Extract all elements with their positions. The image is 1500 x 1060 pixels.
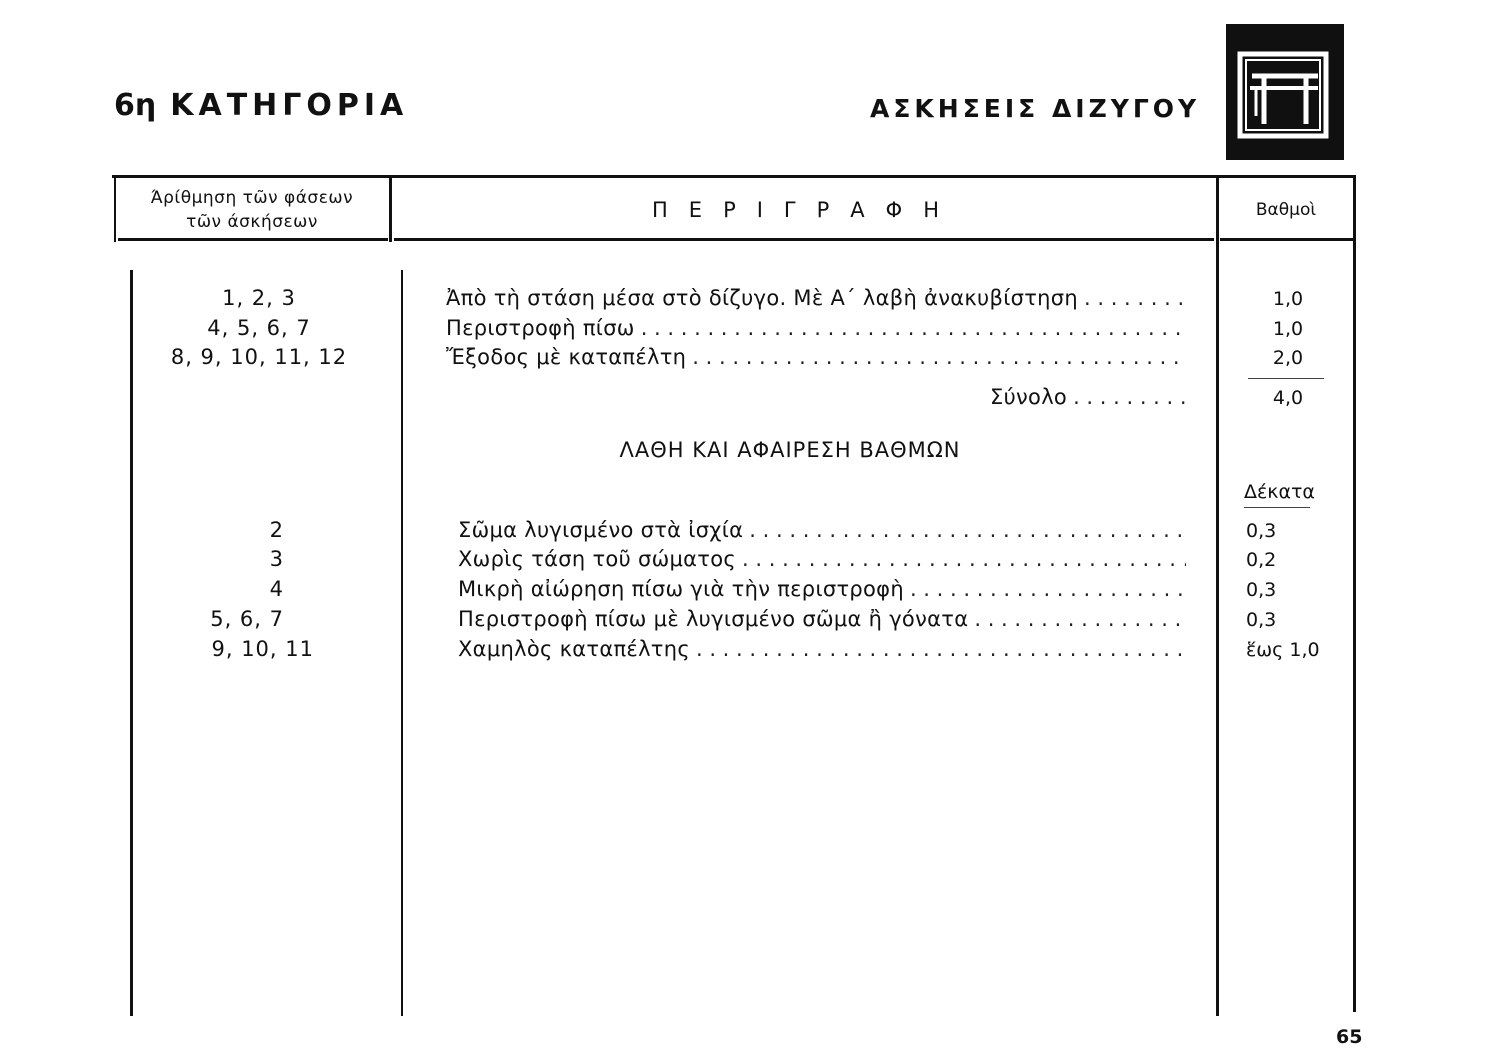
- element-phases: 4, 5, 6, 7: [207, 316, 311, 340]
- element-description: Περιστροφὴ πίσω: [446, 316, 635, 340]
- col-divider-desc: [1216, 176, 1219, 1016]
- header-rule-phase: [118, 238, 388, 241]
- deduction-value: 0,3: [1246, 520, 1277, 542]
- element-description: Ἀπὸ τὴ στάση μέσα στὸ δίζυγο. Μὲ Α΄ λαβὴ ἀνακυβίστηση: [446, 286, 1078, 310]
- total-underline: [1248, 378, 1324, 379]
- parallel-bars-icon: [1226, 24, 1344, 160]
- deductions-title: ΛΑΘΗ ΚΑΙ ΑΦΑΙΡΕΣΗ ΒΑΘΜΩΝ: [619, 438, 961, 462]
- deduction-phases: 3: [269, 547, 284, 571]
- header-phase-line1: Άρίθμηση τῶν φάσεων: [150, 188, 354, 208]
- deduction-phases: 9, 10, 11: [211, 637, 314, 661]
- total-label: Σύνολο: [990, 385, 1068, 409]
- deduction-row: [458, 607, 1186, 635]
- header-description: ΠΕΡΙΓΡΑΦΗ: [652, 198, 960, 222]
- element-grade: 2,0: [1272, 347, 1304, 369]
- header-grades: Βαθμοὶ: [1255, 200, 1317, 220]
- deduction-description: Μικρὴ αἰώρηση πίσω γιὰ τὴν περιστροφὴ: [458, 577, 904, 601]
- tenths-label: Δέκατα: [1244, 481, 1315, 503]
- header-rule-desc: [394, 238, 1214, 241]
- deduction-description: Χαμηλὸς καταπέλτης: [458, 637, 690, 661]
- element-grade: 1,0: [1272, 318, 1304, 340]
- element-grade: 1,0: [1272, 288, 1304, 310]
- col-divider-phase-body: [401, 270, 403, 1016]
- total-row: [990, 385, 1186, 413]
- col-divider-phase: [389, 176, 392, 242]
- element-row: [446, 286, 1186, 314]
- element-phases: 8, 9, 10, 11, 12: [170, 345, 348, 369]
- element-phases: 1, 2, 3: [222, 286, 296, 310]
- tenths-underline: [1244, 507, 1310, 508]
- deduction-value: 0,3: [1246, 579, 1277, 601]
- deduction-value: ἕως 1,0: [1246, 639, 1320, 661]
- table-top-rule: [112, 175, 1356, 178]
- total-value: 4,0: [1272, 387, 1304, 409]
- deduction-row: [458, 637, 1186, 665]
- header-rule-grade: [1220, 238, 1354, 241]
- deduction-phases: 5, 6, 7: [210, 607, 284, 631]
- deduction-description: Σῶμα λυγισμένο στὰ ἰσχία: [458, 518, 744, 542]
- page-number: 65: [1336, 1026, 1363, 1048]
- deduction-phases: 2: [269, 518, 284, 542]
- category-number: 6η: [114, 88, 157, 123]
- deduction-phases: 4: [269, 577, 284, 601]
- category-title: [114, 88, 408, 123]
- deduction-value: 0,3: [1246, 609, 1277, 631]
- deduction-value: 0,2: [1246, 549, 1277, 571]
- col-divider-left: [114, 176, 116, 242]
- apparatus-title: ΑΣΚΗΣΕΙΣ ΔΙΖΥΓΟΥ: [870, 94, 1201, 123]
- element-row: [446, 316, 1186, 344]
- deduction-description: Χωρὶς τάση τοῦ σώματος: [458, 547, 737, 571]
- header-phase-numbering: [118, 186, 386, 234]
- deduction-description: Περιστροφὴ πίσω μὲ λυγισμένο σῶμα ἢ γόνατα: [458, 607, 969, 631]
- deduction-row: [458, 577, 1186, 605]
- deduction-row: [458, 518, 1186, 546]
- element-row: [446, 345, 1186, 373]
- header-phase-line2: τῶν άσκήσεων: [186, 212, 318, 232]
- deduction-row: [458, 547, 1186, 575]
- col-divider-right: [1353, 176, 1356, 1012]
- element-description: Ἔξοδος μὲ καταπέλτη: [446, 345, 687, 369]
- category-label: ΚΑΤΗΓΟΡΙΑ: [170, 88, 409, 123]
